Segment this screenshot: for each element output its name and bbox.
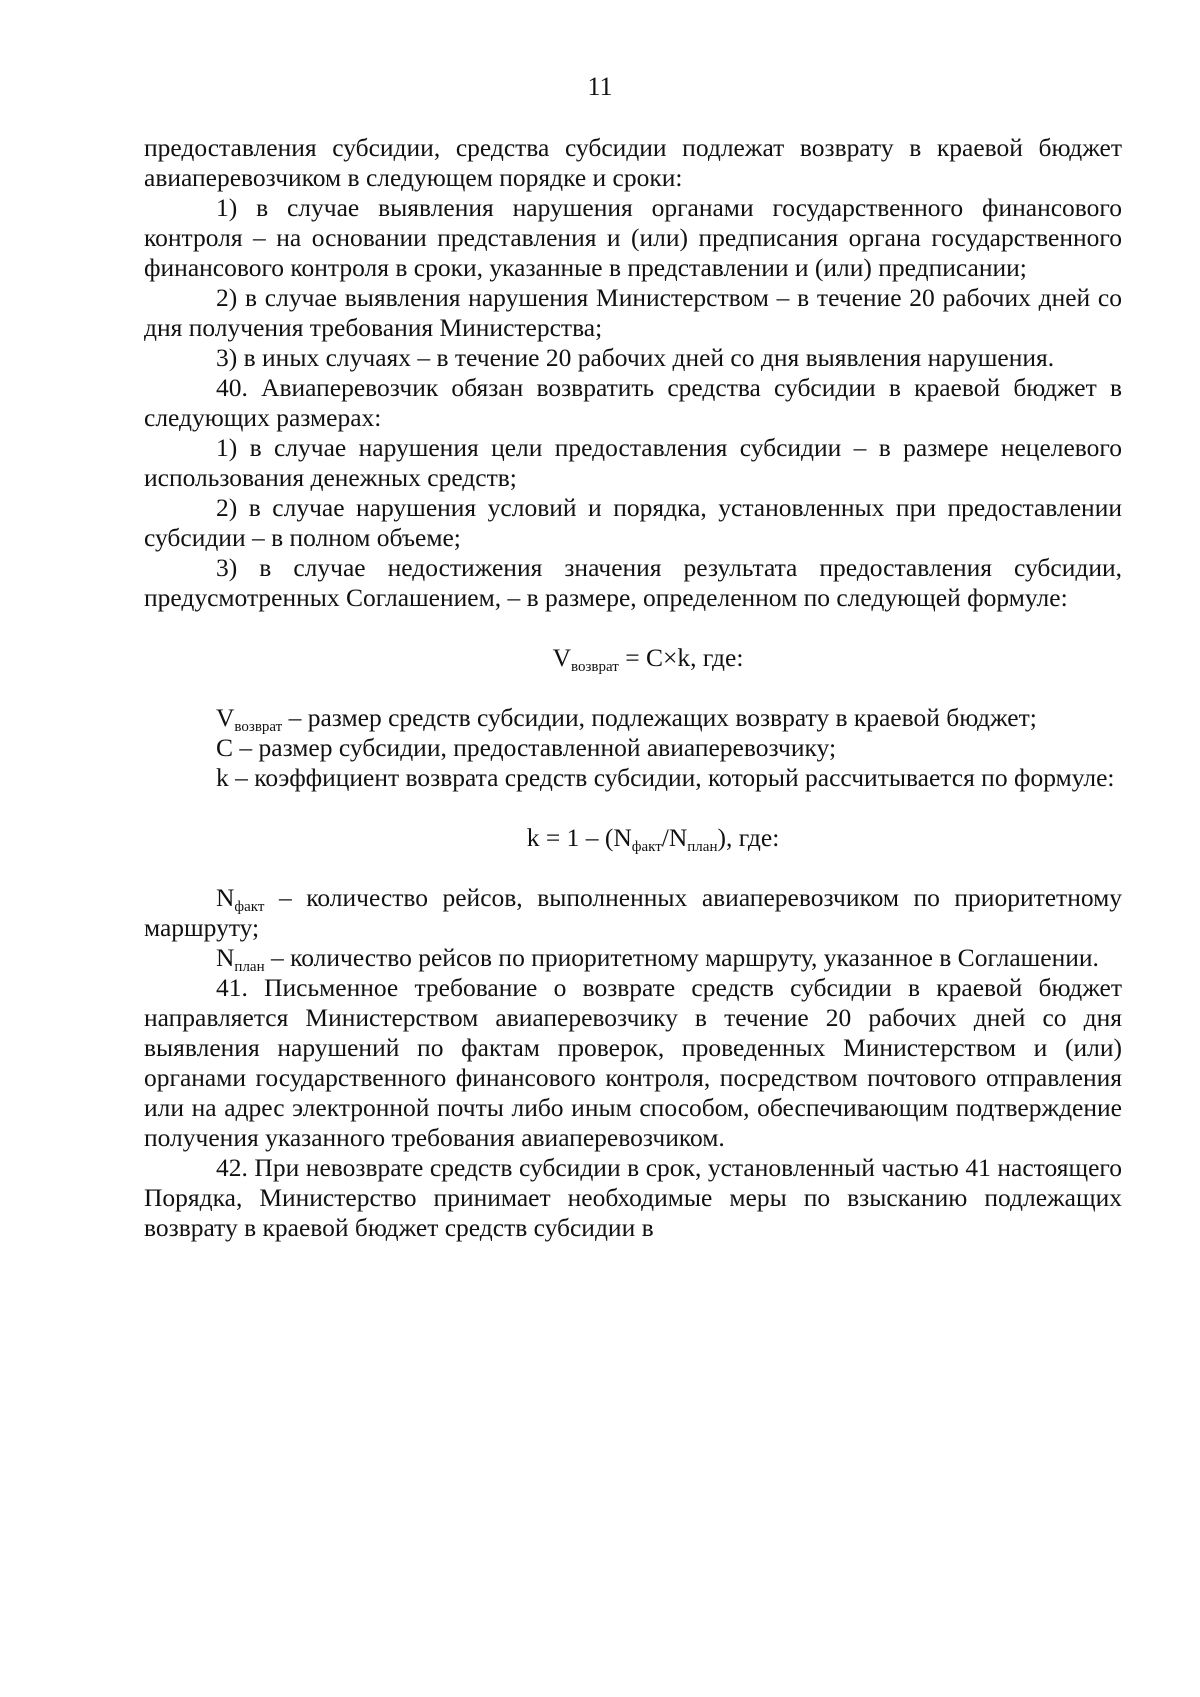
definition-c: C – размер субсидии, предоставленной авиаперевозчику; xyxy=(216,733,837,762)
formula-k-prefix: k = 1 – (N xyxy=(526,823,632,852)
definition-n-fact-symbol: N xyxy=(216,883,235,912)
definition-n-fact-subscript: факт xyxy=(234,899,265,915)
definition-n-fact-text: – количество рейсов, выполненных авиаперевозчиком по приоритетному маршруту; xyxy=(144,883,1122,942)
paragraph-item-3: 3) в иных случаях – в течение 20 рабочих дней со дня выявления нарушения. xyxy=(216,343,1055,372)
definition-k: k – коэффициент возврата средств субсидии, который рассчитывается по формуле: xyxy=(216,763,1115,792)
formula-k-subscript-fact: факт xyxy=(631,839,662,855)
formula-v-symbol: V xyxy=(552,643,571,672)
formula-coefficient xyxy=(144,823,1122,853)
definition-v xyxy=(144,703,1122,733)
formula-k-subscript-plan: план xyxy=(687,839,718,855)
definition-n-plan-subscript: план xyxy=(234,959,265,975)
paragraph-41: 41. Письменное требование о возврате средств субсидии в краевой бюджет направляется Министерством авиаперевозчику в течение 20 рабочих дней со дня выявления нарушений по фактам проверок, проведенных Министерством и (или) органами государственного финансового контроля, посредством почтового отправления или на адрес электронной почты либо иным способом, обеспечивающим подтверждение получения указанного требования авиаперевозчиком. xyxy=(144,973,1122,1152)
document-body xyxy=(144,133,1122,1243)
paragraph-40-item-3: 3) в случае недостижения значения результата предоставления субсидии, предусмотренных Соглашением, – в размере, определенном по следующей формуле: xyxy=(144,553,1122,612)
definition-n-plan-symbol: N xyxy=(216,943,235,972)
formula-k-suffix: ), где: xyxy=(717,823,780,852)
formula-v-subscript: возврат xyxy=(571,659,619,675)
definition-n-plan-text: – количество рейсов по приоритетному маршруту, указанное в Соглашении. xyxy=(264,943,1099,972)
definition-n-plan xyxy=(144,943,1122,973)
definition-v-symbol: V xyxy=(216,703,235,732)
paragraph-40: 40. Авиаперевозчик обязан возвратить средства субсидии в краевой бюджет в следующих размерах: xyxy=(144,373,1122,432)
definition-v-text: – размер средств субсидии, подлежащих возврату в краевой бюджет; xyxy=(282,703,1037,732)
paragraph-item-1: 1) в случае выявления нарушения органами государственного финансового контроля – на основании представления и (или) предписания органа государственного финансового контроля в сроки, указанные в представлении и (или) предписании; xyxy=(144,193,1122,282)
formula-return-amount xyxy=(144,643,1122,673)
definition-v-subscript: возврат xyxy=(234,719,283,735)
paragraph-42: 42. При невозврате средств субсидии в срок, установленный частью 41 настоящего Порядка, Министерство принимает необходимые меры по взысканию подлежащих возврату в краевой бюджет средств субсидии в xyxy=(144,1153,1122,1242)
paragraph-continuation: предоставления субсидии, средства субсидии подлежат возврату в краевой бюджет авиаперевозчиком в следующем порядке и сроки: xyxy=(144,133,1122,192)
definition-n-fact xyxy=(144,883,1122,943)
paragraph-item-2: 2) в случае выявления нарушения Министерством – в течение 20 рабочих дней со дня получения требования Министерства; xyxy=(144,283,1122,342)
paragraph-40-item-1: 1) в случае нарушения цели предоставления субсидии – в размере нецелевого использования денежных средств; xyxy=(144,433,1122,492)
formula-rest: = C×k, где: xyxy=(618,643,744,672)
formula-k-mid: /N xyxy=(661,823,688,852)
paragraph-40-item-2: 2) в случае нарушения условий и порядка, установленных при предоставлении субсидии – в полном объеме; xyxy=(144,493,1122,552)
page-number: 11 xyxy=(587,72,613,101)
